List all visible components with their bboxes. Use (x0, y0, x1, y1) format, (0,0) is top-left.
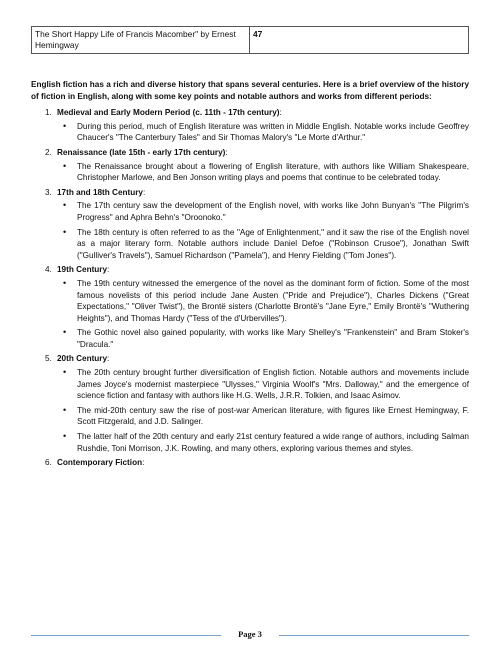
bullet-item (31, 227, 469, 262)
bullet-item (31, 161, 469, 184)
bullet-text: The 18th century is often referred to as the "Age of Enlightenment," and it saw the rise of the English novel as a major literary form. Notable authors include Daniel Defoe ("Robinson Crusoe"), Jonathan Swift ("Gulliver's Travels"), Samuel Richardson ("Pamela"), and Henry Fielding ("Tom Jones"). (77, 227, 469, 260)
section-title (57, 187, 145, 199)
bullet-icon: • (63, 277, 67, 288)
bullet-item (31, 405, 469, 428)
section-title (57, 353, 109, 365)
header-table-row (32, 27, 469, 54)
header-table-title-cell: The Short Happy Life of Francis Macomber" by Ernest Hemingway (32, 27, 250, 54)
section (31, 264, 469, 350)
section-heading (31, 264, 469, 276)
section (31, 187, 469, 262)
bullet-text: The Gothic novel also gained popularity, with works like Mary Shelley's "Frankenstein" and Bram Stoker's "Dracula." (77, 328, 469, 349)
section-heading (31, 187, 469, 199)
section-title-colon: : (143, 187, 146, 197)
bullet-icon: • (63, 367, 67, 378)
section-title (57, 264, 109, 276)
section-heading (31, 147, 469, 159)
section-title-colon: : (142, 458, 145, 468)
section-title (57, 107, 282, 119)
bullet-icon: • (63, 327, 67, 338)
section-number: 5. (45, 354, 52, 364)
bullet-icon: • (63, 404, 67, 415)
section-title-text: 17th and 18th Century (57, 187, 143, 197)
section-title-text: Renaissance (late 15th - early 17th century) (57, 147, 226, 157)
bullet-text: The 20th century brought further diversification of English fiction. Notable authors and movements include James Joyce's modernist masterpiece "Ulysses," Virginia Woolf's "Mrs. Dalloway," and the emergence of science fiction and fantasy with authors like H.G. Wells, J.R.R. Tolkien, and Isaac Asimov. (77, 368, 469, 401)
bullet-text: During this period, much of English literature was written in Middle English. Notable works include Geoffrey Chaucer's "The Canterbury Tales" and Sir Thomas Malory's "Le Morte d'Arthur." (77, 121, 469, 143)
section-title-text: Medieval and Early Modern Period (c. 11th - 17th century) (57, 108, 280, 118)
bullet-text: The Renaissance brought about a flowering of English literature, with authors like William Shakespeare, Christopher Marlowe, and Ben Jonson writing plays and poems that continue to be celebrated today. (77, 161, 469, 183)
section (31, 147, 469, 184)
bullet-item (31, 278, 469, 324)
section-heading (31, 353, 469, 365)
bullet-text: The 19th century witnessed the emergence of the novel as the dominant form of fiction. Some of the most famous novelists of this period include Jane Austen ("Pride and Prejudice"), Charles Dickens ("Great Expectations," "Oliver Twist"), the Brontë sisters (Charlotte Brontë's "Jane Eyre," Emily Brontë's "Wuthering Heights"), and Thomas Hardy ("Tess of the d'Urbervilles"). (77, 278, 469, 323)
section (31, 353, 469, 454)
header-table (31, 26, 469, 54)
section-number: 1. (45, 108, 52, 118)
section (31, 107, 469, 144)
section-number: 3. (45, 187, 52, 197)
section-title-colon: : (107, 265, 110, 275)
section-title-text: Contemporary Fiction (57, 458, 143, 468)
section-title (57, 147, 228, 159)
intro-paragraph: English fiction has a rich and diverse history that spans several centuries. Here is a brief overview of the history of fiction in English, along with some key points and notable authors and works from different periods: (31, 80, 469, 101)
bullet-item (31, 367, 469, 402)
section-title-text: 20th Century (57, 354, 108, 364)
header-table-number-cell: 47 (250, 27, 469, 54)
bullet-icon: • (63, 431, 67, 442)
section-title-colon: : (107, 354, 110, 364)
bullet-icon: • (63, 226, 67, 237)
section-heading (31, 107, 469, 119)
page-number: Page 3 (238, 629, 262, 639)
section-number: 2. (45, 147, 52, 157)
section-number: 4. (45, 265, 52, 275)
bullet-item (31, 327, 469, 350)
bullet-item (31, 121, 469, 144)
bullet-text: The latter half of the 20th century and early 21st century featured a wide range of authors, including Salman Rushdie, Toni Morrison, J.K. Rowling, and many others, exploring various themes and styles. (77, 432, 469, 453)
section-heading (31, 457, 469, 469)
bullet-item (31, 431, 469, 454)
bullet-icon: • (63, 120, 67, 131)
bullet-item (31, 200, 469, 223)
bullet-icon: • (63, 160, 67, 171)
document-body (31, 79, 469, 472)
section-title-colon: : (225, 147, 228, 157)
section-title-colon: : (279, 108, 282, 118)
bullet-icon: • (63, 200, 67, 211)
section-number: 6. (45, 458, 52, 468)
bullet-text: The 17th century saw the development of the English novel, with works like John Bunyan's "The Pilgrim's Progress" and Aphra Behn's "Oroonoko." (77, 201, 469, 222)
section-list (31, 107, 469, 469)
section-title-text: 19th Century (57, 265, 108, 275)
section (31, 457, 469, 469)
bullet-text: The mid-20th century saw the rise of post-war American literature, with figures like Ernest Hemingway, F. Scott Fitzgerald, and J.D. Salinger. (77, 405, 469, 427)
section-title (57, 457, 144, 469)
